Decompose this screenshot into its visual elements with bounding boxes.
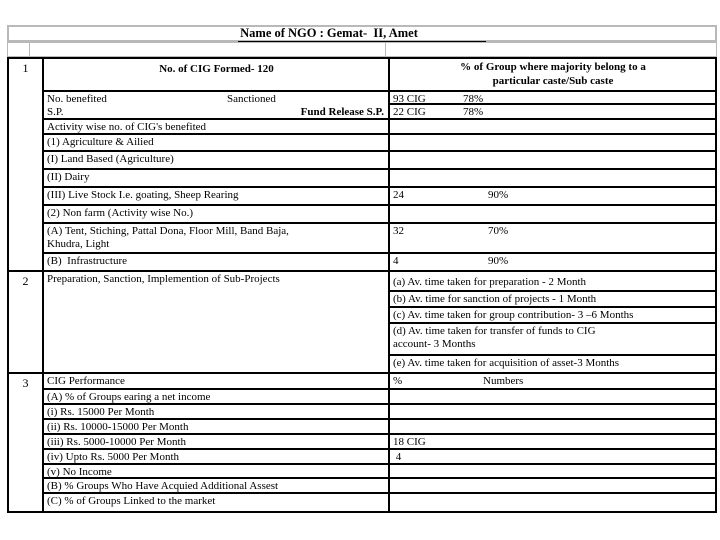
cig-formed-header: No. of CIG Formed- 120 — [44, 59, 388, 90]
section-1 — [9, 59, 715, 270]
activity-value-cell — [390, 188, 715, 204]
activity-label-line1: (A) Tent, Stiching, Pattal Dona, Floor Mill, Band Baja, — [47, 225, 289, 237]
sp-line — [47, 106, 386, 118]
table-row — [44, 450, 715, 463]
numbers-header: Numbers — [483, 375, 524, 387]
table-row — [44, 494, 715, 511]
benefited-sanctioned-cell — [44, 92, 388, 118]
performance-row-value: 18 CIG — [390, 435, 715, 448]
performance-row-label: (B) % Groups Who Have Acquied Additional Assest — [44, 479, 388, 492]
table-row — [44, 374, 715, 388]
caste-majority-header-line1: % of Group where majority belong to a — [460, 61, 646, 73]
performance-header-cell — [390, 374, 715, 388]
activity-value-cell — [390, 254, 715, 270]
spacer-cell — [8, 43, 30, 56]
table-row — [44, 405, 715, 418]
timeline-row: (a) Av. time taken for preparation - 2 Month — [390, 272, 715, 290]
table-row — [44, 224, 715, 252]
caste-values-column — [390, 92, 715, 118]
activity-value — [393, 207, 488, 222]
caste-pct-0: 78% — [463, 93, 484, 103]
page-title: Name of NGO : Gemat- II, Amet — [238, 27, 486, 42]
timeline-row-multiline — [390, 324, 715, 354]
table-row — [44, 120, 715, 133]
caste-group-0: 93 CIG — [393, 93, 426, 103]
section-3-number: 3 — [9, 374, 42, 511]
activity-pct: 90% — [488, 255, 509, 267]
activity-value-cell — [390, 206, 715, 222]
performance-row-value — [390, 405, 715, 418]
activity-label: (III) Live Stock I.e. goating, Sheep Rearing — [44, 188, 388, 204]
activity-value — [393, 136, 488, 150]
benefited-line — [47, 93, 386, 106]
performance-row-label: (C) % of Groups Linked to the market — [44, 494, 388, 511]
activity-value — [393, 171, 488, 186]
activity-pct: 90% — [488, 189, 509, 201]
table-row — [44, 465, 715, 477]
performance-row-value — [390, 420, 715, 433]
timeline-row: (e) Av. time taken for acquisition of asset-3 Months — [390, 356, 715, 372]
table-row — [44, 206, 715, 222]
activity-label-multiline — [44, 224, 388, 252]
table-row — [44, 435, 715, 448]
table-row — [44, 479, 715, 492]
table-row — [44, 170, 715, 186]
timeline-row: (b) Av. time for sanction of projects - 1 Month — [390, 292, 715, 306]
performance-row-label: (i) Rs. 15000 Per Month — [44, 405, 388, 418]
benefited-label: No. benefited — [47, 93, 107, 105]
timeline-row: (c) Av. time taken for group contribution- 3 –6 Months — [390, 308, 715, 322]
activity-header-cell: Activity wise no. of CIG's benefited — [44, 120, 388, 133]
table-row — [44, 420, 715, 433]
activity-value: 4 — [393, 255, 399, 267]
table-row — [44, 59, 715, 90]
section-2-number: 2 — [9, 272, 42, 372]
empty-cell — [390, 120, 715, 133]
timeline-row-line1: (d) Av. time taken for transfer of funds to CIG — [393, 325, 596, 337]
table-row — [44, 92, 715, 118]
section-2 — [9, 272, 715, 372]
activity-value-cell — [390, 135, 715, 150]
table-row — [390, 105, 715, 118]
spacer-row — [7, 42, 717, 57]
title-row — [7, 25, 717, 42]
section-2-content — [44, 272, 715, 372]
activity-value-cell — [390, 224, 715, 252]
caste-group-1: 22 CIG — [393, 106, 426, 118]
percent-header: % — [393, 375, 403, 387]
caste-majority-header-line2: particular caste/Sub caste — [492, 75, 614, 87]
performance-row-value — [390, 465, 715, 477]
sanctioned-label: Sanctioned — [227, 93, 276, 105]
table-row — [44, 390, 715, 403]
table-row — [44, 135, 715, 150]
activity-label: (I) Land Based (Agriculture) — [44, 152, 388, 168]
sp-label: S.P. — [47, 106, 64, 118]
activity-value: 24 — [393, 189, 404, 201]
fund-release-label: Fund Release S.P. — [300, 106, 384, 118]
performance-row-label: (iv) Upto Rs. 5000 Per Month — [44, 450, 388, 463]
subprojects-label: Preparation, Sanction, Implemention of Sub-Projects — [44, 272, 388, 372]
timeline-row-line2: account- 3 Months — [393, 338, 476, 351]
activity-label-line2: Khudra, Light — [47, 238, 110, 251]
section-3-content — [44, 374, 715, 511]
table-row — [44, 272, 715, 372]
section-3 — [9, 374, 715, 511]
section-1-number: 1 — [9, 59, 42, 270]
ngo-report-table — [7, 57, 717, 513]
performance-row-value: 4 — [390, 450, 715, 463]
caste-pct-1: 78% — [463, 106, 484, 118]
performance-row-label: (iii) Rs. 5000-10000 Per Month — [44, 435, 388, 448]
activity-value-cell — [390, 152, 715, 168]
activity-value-cell — [390, 170, 715, 186]
activity-label: (2) Non farm (Activity wise No.) — [44, 206, 388, 222]
table-row — [390, 92, 715, 103]
activity-pct: 70% — [488, 225, 509, 237]
activity-label: (1) Agriculture & Ailied — [44, 135, 388, 150]
performance-row-label: (v) No Income — [44, 465, 388, 477]
activity-value: 32 — [393, 225, 404, 237]
table-row — [44, 188, 715, 204]
table-row — [44, 254, 715, 270]
performance-row-label: (A) % of Groups earing a net income — [44, 390, 388, 403]
caste-majority-header — [390, 59, 715, 90]
section-1-content — [44, 59, 715, 270]
activity-label: (B) Infrastructure — [44, 254, 388, 270]
activity-label: (II) Dairy — [44, 170, 388, 186]
performance-row-value — [390, 390, 715, 403]
spacer-cell — [30, 43, 386, 56]
performance-label: CIG Performance — [44, 374, 388, 388]
performance-row-value — [390, 479, 715, 492]
performance-row-value — [390, 494, 715, 511]
performance-row-label: (ii) Rs. 10000-15000 Per Month — [44, 420, 388, 433]
table-row — [44, 152, 715, 168]
timeline-column — [390, 272, 715, 372]
spacer-cell — [386, 43, 716, 56]
activity-value — [393, 153, 488, 168]
